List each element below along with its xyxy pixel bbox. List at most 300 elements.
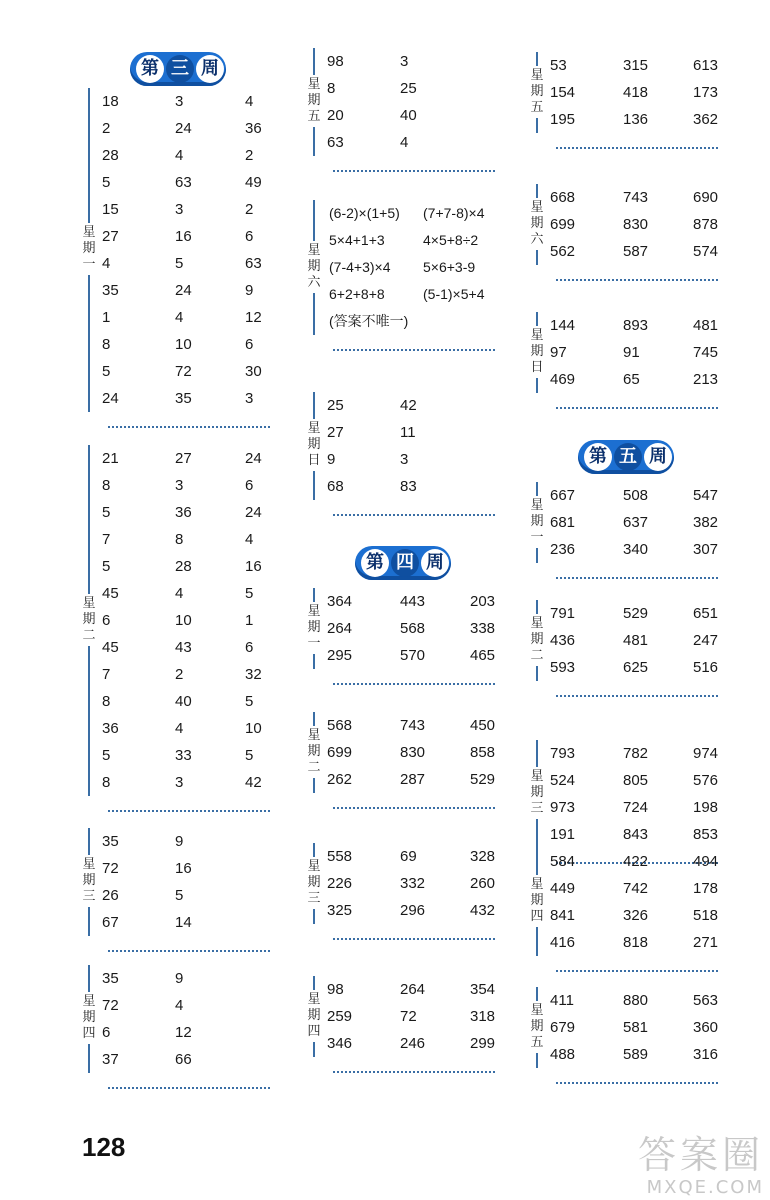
answer-value: 416 xyxy=(550,934,576,951)
answer-row xyxy=(528,509,718,536)
answer-value: 494 xyxy=(693,853,719,870)
answer-value: 354 xyxy=(470,981,496,998)
answer-row xyxy=(80,855,270,882)
day-label-char: 期 xyxy=(307,619,321,635)
answer-value: 5 xyxy=(245,693,254,710)
answer-value: 568 xyxy=(327,717,353,734)
day-label-char: 星 xyxy=(307,727,321,743)
answer-row xyxy=(80,688,270,715)
answer-value: 4 xyxy=(245,93,254,110)
week-title-char: 三 xyxy=(166,55,194,83)
answer-value: 40 xyxy=(175,693,192,710)
answer-row xyxy=(305,1030,495,1057)
answer-value: 191 xyxy=(550,826,576,843)
answer-row xyxy=(305,75,495,102)
answer-row xyxy=(528,929,718,956)
answer-value: 362 xyxy=(693,111,719,128)
answer-value: 8 xyxy=(102,477,111,494)
day-label-char: 星 xyxy=(82,595,96,611)
answer-value: 593 xyxy=(550,659,576,676)
day-label-char: 星 xyxy=(530,1002,544,1018)
answer-row xyxy=(528,238,718,265)
day-label-char: 一 xyxy=(530,529,544,545)
day-label-char: 星 xyxy=(530,769,544,784)
answer-row xyxy=(80,909,270,936)
answer-expression: (答案不唯一) xyxy=(329,313,409,329)
answer-row xyxy=(528,821,718,848)
answer-row xyxy=(305,615,495,642)
answer-value: 72 xyxy=(175,363,192,380)
day-label-char: 星 xyxy=(530,199,544,215)
answer-value: 5 xyxy=(102,174,111,191)
section-separator xyxy=(333,938,495,940)
answer-value: 30 xyxy=(245,363,262,380)
answer-value: 260 xyxy=(470,875,496,892)
answer-value: 3 xyxy=(175,201,184,218)
answer-value: 98 xyxy=(327,981,344,998)
answer-value: 9 xyxy=(175,833,184,850)
day-label-char: 星 xyxy=(82,994,96,1009)
answer-value: 805 xyxy=(623,772,649,789)
week-title-badge xyxy=(130,52,226,86)
section-separator xyxy=(108,810,270,812)
answer-value: 724 xyxy=(623,799,649,816)
answer-value: 432 xyxy=(470,902,496,919)
day-label-char: 期 xyxy=(530,215,544,231)
answer-value: 974 xyxy=(693,745,719,762)
answer-row xyxy=(80,499,270,526)
answer-value: 325 xyxy=(327,902,353,919)
answer-value: 198 xyxy=(693,799,719,816)
answer-value: 346 xyxy=(327,1035,353,1052)
day-block xyxy=(528,987,718,1068)
section-separator xyxy=(333,807,495,809)
answer-value: 6 xyxy=(102,1024,111,1041)
answer-value: 469 xyxy=(550,371,576,388)
day-label-char: 星 xyxy=(530,497,544,513)
answer-value: 4 xyxy=(102,255,111,272)
answer-value: 295 xyxy=(327,647,353,664)
answer-value: 382 xyxy=(693,514,719,531)
answer-row xyxy=(80,526,270,553)
day-label-char: 星 xyxy=(530,877,544,892)
answer-value: 3 xyxy=(175,477,184,494)
answer-value: 516 xyxy=(693,659,719,676)
answer-value: 35 xyxy=(175,390,192,407)
answer-row xyxy=(80,385,270,412)
answer-value: 10 xyxy=(175,612,192,629)
day-label-char: 四 xyxy=(82,1026,96,1041)
answer-expression: (5-1)×5+4 xyxy=(423,286,485,302)
answer-value: 63 xyxy=(245,255,262,272)
answer-value: 5 xyxy=(102,747,111,764)
day-label-char: 期 xyxy=(530,83,544,99)
day-label-char: 期 xyxy=(307,1007,321,1023)
day-label-char: 期 xyxy=(82,241,96,256)
section-separator xyxy=(333,170,495,172)
day-label-char: 星 xyxy=(82,225,96,240)
answer-value: 667 xyxy=(550,487,576,504)
answer-row xyxy=(80,304,270,331)
answer-value: 9 xyxy=(327,451,336,468)
answer-value: 340 xyxy=(623,541,649,558)
answer-value: 1 xyxy=(102,309,111,326)
answer-value: 154 xyxy=(550,84,576,101)
answer-row xyxy=(305,739,495,766)
answer-value: 6 xyxy=(245,336,254,353)
answer-value: 587 xyxy=(623,243,649,260)
day-block xyxy=(528,848,718,956)
answer-value: 830 xyxy=(400,744,426,761)
answer-value: 4 xyxy=(400,134,409,151)
section-separator xyxy=(333,349,495,351)
answer-value: 782 xyxy=(623,745,649,762)
answer-value: 547 xyxy=(693,487,719,504)
answer-value: 98 xyxy=(327,53,344,70)
day-label-char: 五 xyxy=(530,1034,544,1050)
answer-value: 27 xyxy=(327,424,344,441)
answer-value: 8 xyxy=(102,693,111,710)
day-block xyxy=(528,740,718,848)
answer-row xyxy=(305,642,495,669)
answer-row xyxy=(528,654,718,681)
section-separator xyxy=(333,1071,495,1073)
day-label-char: 二 xyxy=(530,647,544,663)
answer-value: 449 xyxy=(550,880,576,897)
day-label-char: 星 xyxy=(307,991,321,1007)
answer-value: 576 xyxy=(693,772,719,789)
answer-value: 364 xyxy=(327,593,353,610)
answer-value: 570 xyxy=(400,647,426,664)
answer-row xyxy=(80,769,270,796)
answer-value: 25 xyxy=(327,397,344,414)
day-label-char: 星 xyxy=(82,857,96,872)
day-block xyxy=(80,445,270,796)
answer-row xyxy=(80,169,270,196)
answer-row xyxy=(80,277,270,304)
section-separator xyxy=(556,695,718,697)
answer-value: 422 xyxy=(623,853,649,870)
answer-value: 637 xyxy=(623,514,649,531)
day-block xyxy=(305,588,495,669)
answer-value: 10 xyxy=(175,336,192,353)
day-block xyxy=(305,843,495,924)
answer-value: 742 xyxy=(623,880,649,897)
answer-row xyxy=(528,536,718,563)
answer-value: 16 xyxy=(175,228,192,245)
week-title-char: 第 xyxy=(136,55,164,83)
answer-value: 568 xyxy=(400,620,426,637)
answer-value: 558 xyxy=(327,848,353,865)
answer-value: 299 xyxy=(470,1035,496,1052)
answer-value: 529 xyxy=(623,605,649,622)
answer-value: 28 xyxy=(175,558,192,575)
answer-value: 24 xyxy=(245,450,262,467)
day-label-char: 期 xyxy=(307,743,321,759)
day-label-char: 三 xyxy=(307,890,321,906)
day-label-char: 六 xyxy=(530,231,544,247)
section-separator xyxy=(108,1087,270,1089)
answer-row xyxy=(305,843,495,870)
answer-value: 443 xyxy=(400,593,426,610)
section-separator xyxy=(556,970,718,972)
day-label-char: 二 xyxy=(307,759,321,775)
answer-value: 6 xyxy=(245,228,254,245)
answer-value: 418 xyxy=(623,84,649,101)
answer-value: 287 xyxy=(400,771,426,788)
answer-expression: 4×5+8÷2 xyxy=(423,232,479,248)
day-label-char: 星 xyxy=(307,858,321,874)
answer-value: 625 xyxy=(623,659,649,676)
page-number: 128 xyxy=(82,1132,126,1162)
answer-value: 5 xyxy=(102,504,111,521)
answer-value: 830 xyxy=(623,216,649,233)
answer-row xyxy=(528,902,718,929)
answer-value: 14 xyxy=(175,914,192,931)
answer-value: 72 xyxy=(102,860,119,877)
week-title-badge xyxy=(355,546,451,580)
answer-row xyxy=(80,992,270,1019)
answer-value: 315 xyxy=(623,57,649,74)
answer-value: 296 xyxy=(400,902,426,919)
answer-expression: 5×6+3-9 xyxy=(423,259,476,275)
answer-value: 45 xyxy=(102,585,119,602)
answer-value: 8 xyxy=(327,80,336,97)
answer-value: 72 xyxy=(102,997,119,1014)
answer-value: 11 xyxy=(400,424,416,441)
answer-value: 37 xyxy=(102,1051,119,1068)
answer-value: 33 xyxy=(175,747,192,764)
answer-value: 12 xyxy=(175,1024,192,1041)
answer-value: 589 xyxy=(623,1046,649,1063)
answer-value: 264 xyxy=(400,981,426,998)
day-label-char: 星 xyxy=(307,421,321,436)
day-label-char: 星 xyxy=(530,67,544,83)
answer-value: 5 xyxy=(175,255,184,272)
answer-row xyxy=(528,366,718,393)
day-block xyxy=(305,48,495,156)
answer-row xyxy=(80,634,270,661)
answer-row xyxy=(80,358,270,385)
answer-row xyxy=(528,482,718,509)
answer-value: 518 xyxy=(693,907,719,924)
answer-value: 3 xyxy=(400,451,409,468)
answer-value: 264 xyxy=(327,620,353,637)
answer-value: 9 xyxy=(175,970,184,987)
answer-row xyxy=(528,875,718,902)
answer-row xyxy=(80,472,270,499)
answer-value: 1 xyxy=(245,612,254,629)
answer-value: 97 xyxy=(550,344,567,361)
answer-row xyxy=(528,987,718,1014)
answer-value: 32 xyxy=(245,666,262,683)
day-block xyxy=(305,712,495,793)
answer-row xyxy=(305,766,495,793)
answer-value: 508 xyxy=(623,487,649,504)
day-label-char: 星 xyxy=(530,327,544,343)
answer-value: 338 xyxy=(470,620,496,637)
answer-row xyxy=(528,211,718,238)
day-label-char: 六 xyxy=(307,274,321,290)
answer-value: 4 xyxy=(175,147,184,164)
week-title-char: 四 xyxy=(391,549,419,577)
watermark xyxy=(638,1133,764,1198)
answer-value: 24 xyxy=(175,282,192,299)
answer-value: 318 xyxy=(470,1008,496,1025)
answer-value: 5 xyxy=(102,558,111,575)
answer-expression: 5×4+1+3 xyxy=(329,232,385,248)
day-label-char: 日 xyxy=(307,453,321,468)
answer-value: 36 xyxy=(175,504,192,521)
answer-value: 3 xyxy=(400,53,409,70)
day-label-char: 期 xyxy=(82,873,96,888)
day-block xyxy=(80,88,270,412)
answer-value: 581 xyxy=(623,1019,649,1036)
answer-value: 262 xyxy=(327,771,353,788)
answer-value: 5 xyxy=(245,747,254,764)
answer-value: 18 xyxy=(102,93,119,110)
answer-value: 236 xyxy=(550,541,576,558)
answer-value: 791 xyxy=(550,605,576,622)
week-title-char: 周 xyxy=(421,549,449,577)
answer-row xyxy=(528,848,718,875)
answer-value: 679 xyxy=(550,1019,576,1036)
answer-value: 63 xyxy=(327,134,344,151)
answer-row xyxy=(305,870,495,897)
day-label-char: 一 xyxy=(307,635,321,651)
answer-row xyxy=(528,1014,718,1041)
day-label-char: 期 xyxy=(530,893,544,908)
answer-row xyxy=(528,627,718,654)
answer-value: 247 xyxy=(693,632,719,649)
answer-expression: (6-2)×(1+5) xyxy=(329,205,400,221)
answer-value: 465 xyxy=(470,647,496,664)
day-label-char: 期 xyxy=(530,631,544,647)
answer-value: 42 xyxy=(400,397,417,414)
answer-value: 360 xyxy=(693,1019,719,1036)
answer-value: 4 xyxy=(175,997,184,1014)
answer-value: 6 xyxy=(102,612,111,629)
day-block xyxy=(528,600,718,681)
answer-value: 2 xyxy=(245,147,254,164)
section-separator xyxy=(556,279,718,281)
answer-row xyxy=(528,740,718,767)
week-title-char: 周 xyxy=(644,443,672,471)
answer-value: 6 xyxy=(245,477,254,494)
answer-row xyxy=(528,312,718,339)
week-title-char: 周 xyxy=(196,55,224,83)
answer-value: 690 xyxy=(693,189,719,206)
answer-value: 83 xyxy=(400,478,417,495)
answer-value: 4 xyxy=(175,585,184,602)
answer-row xyxy=(528,184,718,211)
answer-row xyxy=(80,115,270,142)
answer-value: 10 xyxy=(245,720,262,737)
answer-value: 681 xyxy=(550,514,576,531)
answer-value: 8 xyxy=(102,336,111,353)
answer-value: 668 xyxy=(550,189,576,206)
day-label-char: 期 xyxy=(307,93,321,108)
answer-value: 3 xyxy=(175,93,184,110)
answer-value: 793 xyxy=(550,745,576,762)
day-block xyxy=(80,965,270,1073)
day-block xyxy=(80,828,270,936)
answer-value: 893 xyxy=(623,317,649,334)
answer-row xyxy=(305,1003,495,1030)
answer-value: 16 xyxy=(245,558,262,575)
answer-value: 328 xyxy=(470,848,496,865)
answer-value: 3 xyxy=(245,390,254,407)
answer-value: 584 xyxy=(550,853,576,870)
answer-value: 743 xyxy=(623,189,649,206)
answer-value: 2 xyxy=(175,666,184,683)
day-label xyxy=(305,241,323,293)
answer-value: 699 xyxy=(327,744,353,761)
answer-value: 5 xyxy=(102,363,111,380)
answer-row xyxy=(528,79,718,106)
answer-value: 450 xyxy=(470,717,496,734)
answer-value: 4 xyxy=(175,720,184,737)
week-title-char: 第 xyxy=(361,549,389,577)
answer-value: 613 xyxy=(693,57,719,74)
answer-value: 818 xyxy=(623,934,649,951)
answer-row xyxy=(528,767,718,794)
answer-value: 21 xyxy=(102,450,119,467)
day-block xyxy=(305,976,495,1057)
answer-row xyxy=(305,48,495,75)
answer-row xyxy=(528,600,718,627)
answer-row xyxy=(80,196,270,223)
answer-value: 332 xyxy=(400,875,426,892)
answer-value: 16 xyxy=(175,860,192,877)
answer-row xyxy=(80,88,270,115)
day-block xyxy=(305,392,495,500)
week-title-badge xyxy=(578,440,674,474)
section-separator xyxy=(108,426,270,428)
answer-row xyxy=(80,142,270,169)
answer-value: 2 xyxy=(245,201,254,218)
answer-value: 35 xyxy=(102,970,119,987)
answer-value: 213 xyxy=(693,371,719,388)
day-label-char: 三 xyxy=(82,889,96,904)
answer-value: 651 xyxy=(693,605,719,622)
answer-row xyxy=(80,742,270,769)
day-label-char: 星 xyxy=(530,615,544,631)
answer-value: 35 xyxy=(102,282,119,299)
answer-value: 841 xyxy=(550,907,576,924)
answer-value: 36 xyxy=(102,720,119,737)
answer-row xyxy=(80,661,270,688)
answer-row xyxy=(80,331,270,358)
answer-row xyxy=(528,1041,718,1068)
answer-row xyxy=(305,473,495,500)
answer-value: 7 xyxy=(102,531,111,548)
day-block xyxy=(305,200,495,335)
day-label-char: 期 xyxy=(307,437,321,452)
section-separator xyxy=(108,950,270,952)
answer-value: 40 xyxy=(400,107,417,124)
answer-row xyxy=(528,106,718,133)
answer-value: 5 xyxy=(175,887,184,904)
answer-row xyxy=(80,882,270,909)
answer-value: 562 xyxy=(550,243,576,260)
answer-value: 307 xyxy=(693,541,719,558)
answer-value: 53 xyxy=(550,57,567,74)
answer-value: 63 xyxy=(175,174,192,191)
answer-value: 28 xyxy=(102,147,119,164)
answer-value: 563 xyxy=(693,992,719,1009)
answer-value: 24 xyxy=(175,120,192,137)
